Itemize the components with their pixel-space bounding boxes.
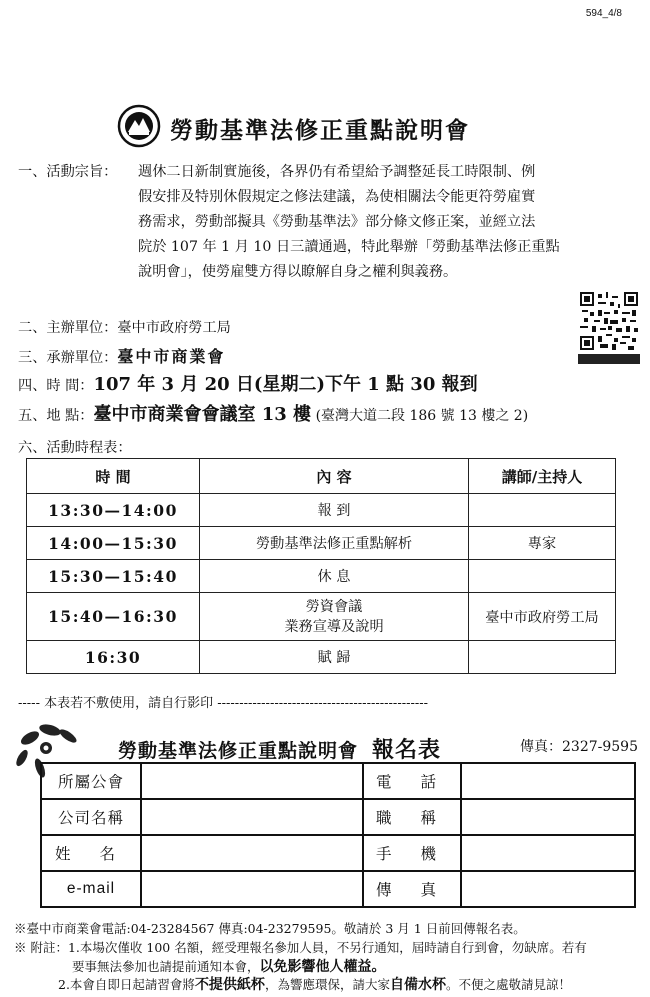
schedule-host bbox=[469, 641, 616, 674]
schedule-time: 15:40—16:30 bbox=[27, 593, 200, 641]
registration-title-text: 勞動基準法修正重點說明會 bbox=[118, 740, 359, 762]
schedule-header-host: 講師/主持人 bbox=[469, 459, 616, 494]
time-row bbox=[18, 372, 478, 399]
schedule-host: 專家 bbox=[469, 527, 616, 560]
schedule-content: 休 息 bbox=[200, 560, 469, 593]
qr-code-icon[interactable] bbox=[580, 292, 638, 350]
purpose-line: 假安排及特別休假規定之修法建議，為使相關法令能更符勞雇實 bbox=[138, 189, 536, 205]
footer-note-text: 。不便之處敬請見諒！ bbox=[445, 977, 571, 992]
schedule-host bbox=[469, 560, 616, 593]
location-address: (臺灣大道二段 186 號 13 樓之 2) bbox=[315, 408, 529, 424]
field-label-email: e-mail bbox=[41, 871, 141, 907]
footer-note-emphasis: 不提供紙杯 bbox=[194, 977, 265, 993]
page-id: 594_4/8 bbox=[585, 8, 622, 19]
field-label-mobile: 手 機 bbox=[363, 835, 461, 871]
schedule-content: 勞動基準法修正重點解析 bbox=[200, 527, 469, 560]
footer-note-1: ※ 附註：1.本場次僅收 100 名額，經受理報名參加人員，不另行通知，屆時請自行到會，勿缺席。若有 bbox=[14, 940, 587, 955]
field-label-phone: 電 話 bbox=[363, 763, 461, 799]
mobile-field[interactable] bbox=[461, 835, 635, 871]
chamber-logo-icon bbox=[117, 104, 161, 148]
co-organizer-label: 三、承辦單位： bbox=[18, 350, 118, 366]
purpose-line: 院於 107 年 1 月 10 日三讀通過，特此舉辦「勞動基準法修正重點 bbox=[138, 239, 560, 255]
table-row bbox=[27, 527, 616, 560]
footer-note-emphasis: 自備水杯 bbox=[389, 977, 446, 993]
footer-note-2 bbox=[58, 974, 571, 996]
schedule-host: 臺中市政府勞工局 bbox=[469, 593, 616, 641]
schedule-label: 六、活動時程表： bbox=[18, 440, 132, 456]
field-label-company: 公司名稱 bbox=[41, 799, 141, 835]
co-organizer-value: 臺中市商業會 bbox=[117, 347, 226, 366]
name-field[interactable] bbox=[141, 835, 363, 871]
footer-note-text: ，為響應環保，請大家 bbox=[264, 977, 390, 992]
purpose-line: 務需求，勞動部擬具《勞動基準法》部分條文修正案，並經立法 bbox=[138, 214, 536, 230]
schedule-time: 16:30 bbox=[27, 641, 200, 674]
copy-note: ----- 本表若不敷使用，請自行影印 ------------------------------------------------ bbox=[18, 696, 429, 711]
schedule-content: 勞資會議 業務宣導及說明 bbox=[200, 593, 469, 641]
email-field[interactable] bbox=[141, 871, 363, 907]
time-label: 四、時 間： bbox=[18, 378, 94, 394]
footer-note-text: 要事無法參加也請提前通知本會， bbox=[72, 959, 260, 974]
title-field[interactable] bbox=[461, 799, 635, 835]
fax-field[interactable] bbox=[461, 871, 635, 907]
location-label: 五、地 點： bbox=[18, 408, 94, 424]
location-row bbox=[18, 402, 528, 429]
schedule-table bbox=[26, 458, 616, 674]
field-label-name: 姓 名 bbox=[41, 835, 141, 871]
purpose-line: 週休二日新制實施後，各界仍有希望給予調整延長工時限制、例 bbox=[138, 164, 536, 180]
co-organizer-row bbox=[18, 344, 225, 371]
schedule-header-time: 時 間 bbox=[27, 459, 200, 494]
schedule-content: 賦 歸 bbox=[200, 641, 469, 674]
qr-caption-bar bbox=[578, 354, 640, 364]
field-label-fax: 傳 真 bbox=[363, 871, 461, 907]
registration-form bbox=[40, 762, 636, 908]
footer-note-emphasis: 以免影響他人權益。 bbox=[259, 959, 386, 975]
schedule-content: 報 到 bbox=[200, 494, 469, 527]
registration-title-suffix: 報名表 bbox=[372, 737, 442, 763]
form-row bbox=[41, 799, 635, 835]
location-value: 臺中市商業會會議室 13 樓 bbox=[93, 404, 312, 425]
company-field[interactable] bbox=[141, 799, 363, 835]
table-row bbox=[27, 641, 616, 674]
schedule-header-content: 內 容 bbox=[200, 459, 469, 494]
table-row bbox=[27, 494, 616, 527]
purpose-line: 說明會」，使勞雇雙方得以瞭解自身之權利與義務。 bbox=[138, 264, 458, 280]
organizer-row bbox=[18, 316, 231, 341]
form-row bbox=[41, 871, 635, 907]
organizer-label: 二、主辦單位： bbox=[18, 320, 118, 336]
form-row bbox=[41, 835, 635, 871]
table-row bbox=[27, 560, 616, 593]
time-value: 107 年 3 月 20 日(星期二)下午 1 點 30 報到 bbox=[93, 374, 478, 395]
field-label-title: 職 稱 bbox=[363, 799, 461, 835]
purpose-section bbox=[18, 160, 648, 290]
page-title: 勞動基準法修正重點說明會 bbox=[170, 117, 470, 144]
purpose-label: 一、活動宗旨： bbox=[18, 164, 118, 180]
form-row bbox=[41, 763, 635, 799]
table-row bbox=[27, 593, 616, 641]
schedule-header-row bbox=[27, 459, 616, 494]
schedule-time: 15:30—15:40 bbox=[27, 560, 200, 593]
purpose-text bbox=[138, 160, 648, 285]
schedule-time: 13:30—14:00 bbox=[27, 494, 200, 527]
registration-title bbox=[118, 733, 441, 764]
footer-note-text: 2.本會自即日起請習會將 bbox=[58, 977, 195, 992]
schedule-host bbox=[469, 494, 616, 527]
association-field[interactable] bbox=[141, 763, 363, 799]
phone-field[interactable] bbox=[461, 763, 635, 799]
field-label-association: 所屬公會 bbox=[41, 763, 141, 799]
organizer-value: 臺中市政府勞工局 bbox=[117, 320, 231, 336]
footer-contact: ※臺中市商業會電話:04-23284567 傳真:04-23279595。敬請於 3 月 1 日前回傳報名表。 bbox=[14, 921, 526, 936]
registration-fax: 傳真：2327-9595 bbox=[520, 739, 638, 755]
schedule-time: 14:00—15:30 bbox=[27, 527, 200, 560]
